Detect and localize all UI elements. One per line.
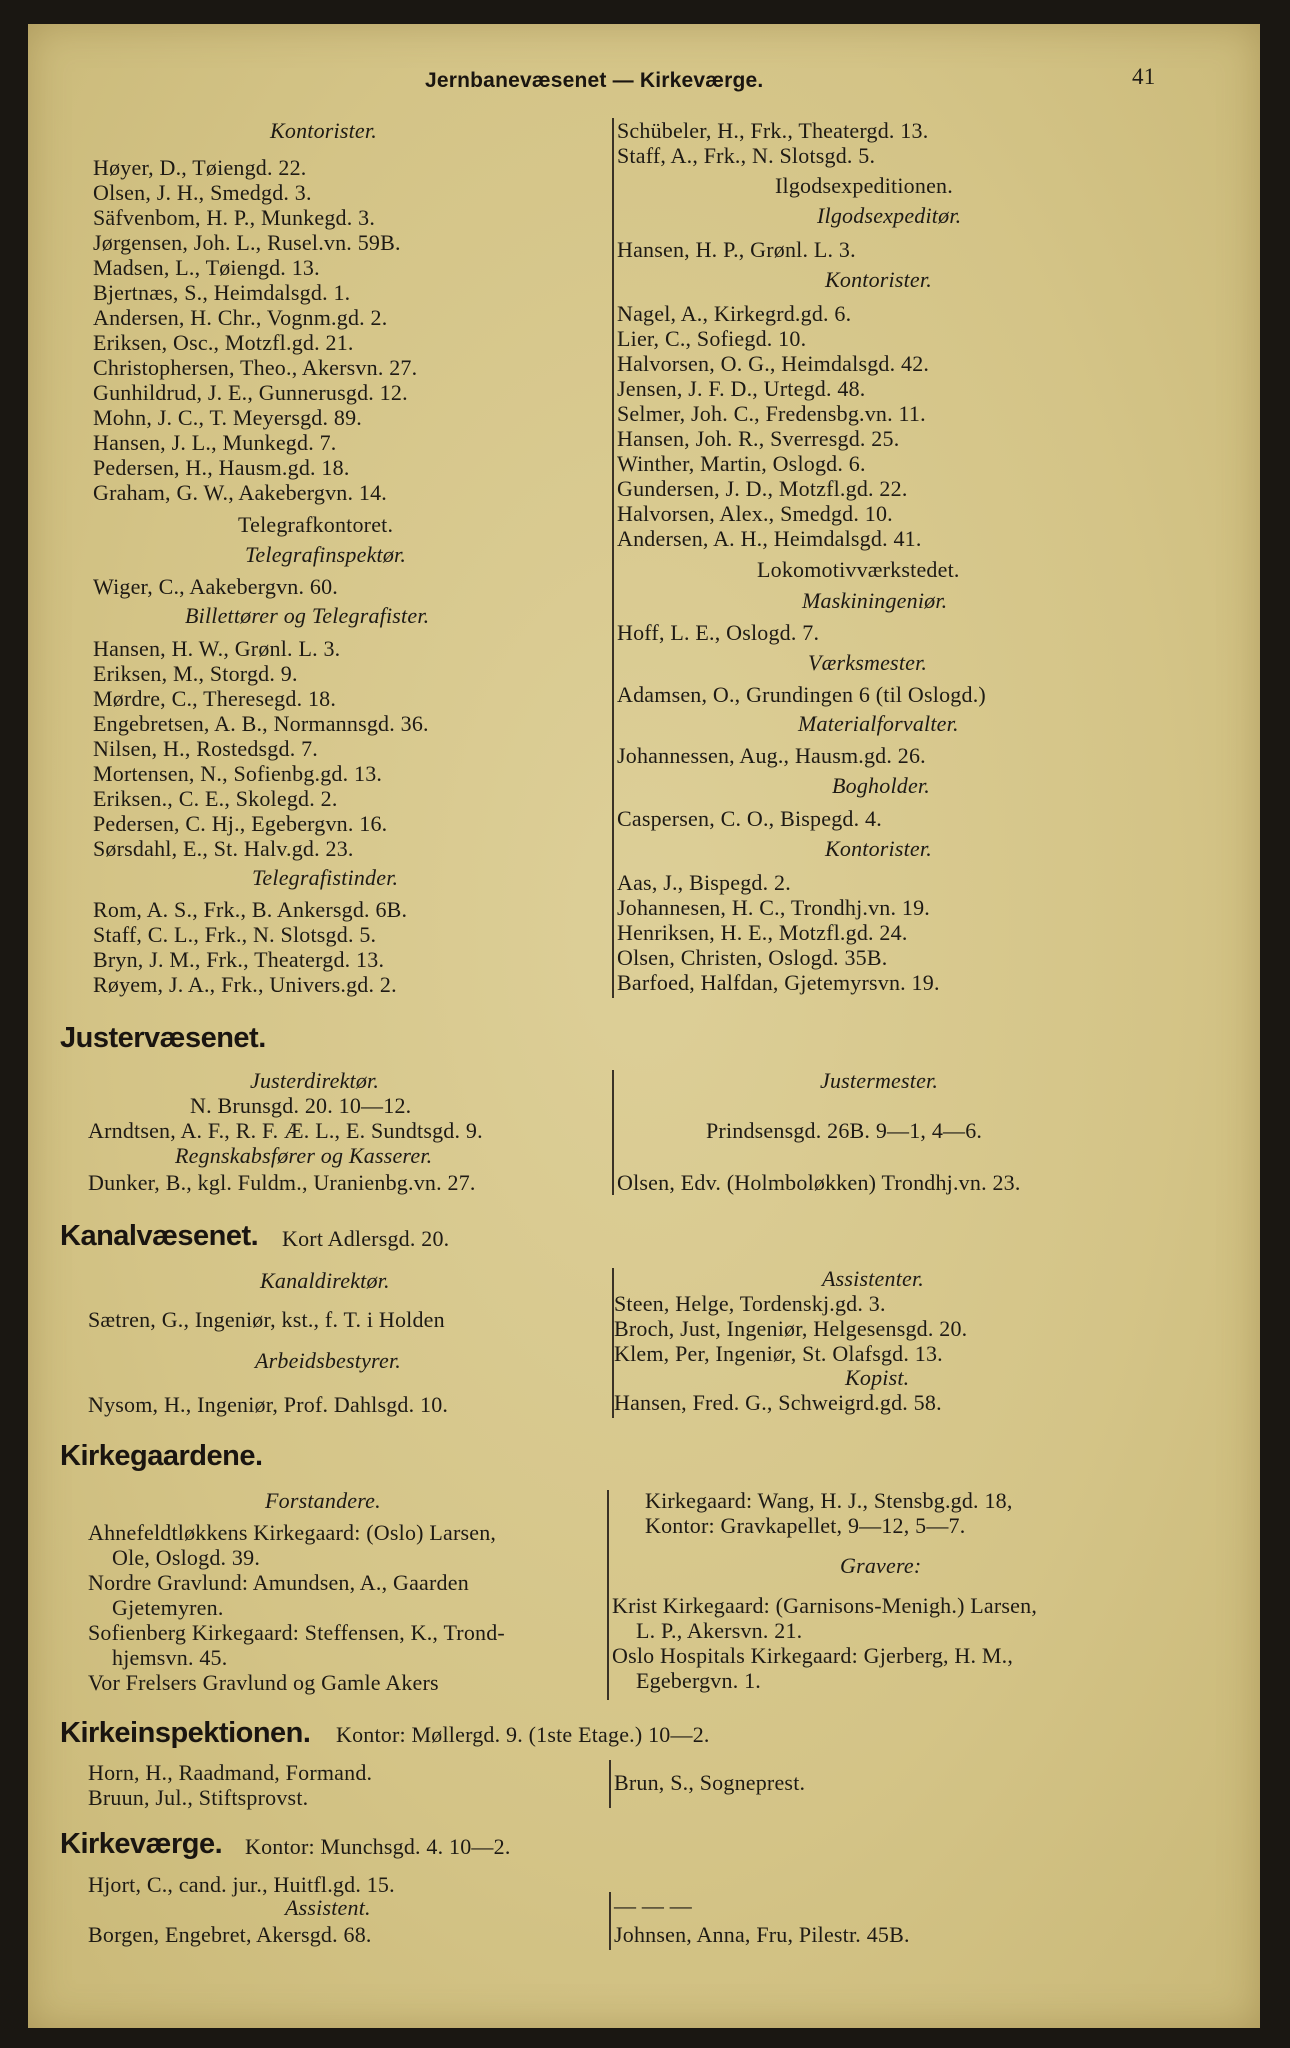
list-item: Staff, A., Frk., N. Slotsgd. 5. <box>617 143 876 168</box>
list-item: Jensen, J. F. D., Urtegd. 48. <box>617 376 866 401</box>
list-item: Jørgensen, Joh. L., Rusel.vn. 59B. <box>93 230 401 255</box>
list-item: Nagel, A., Kirkegrd.gd. 6. <box>617 301 852 326</box>
list-item: Johannessen, Aug., Hausm.gd. 26. <box>617 743 926 768</box>
list-item: Staff, C. L., Frk., N. Slotsgd. 5. <box>93 922 377 947</box>
list-item: Eriksen, M., Storgd. 9. <box>93 661 298 686</box>
list-item: Dunker, B., kgl. Fuldm., Uranienbg.vn. 27. <box>88 1170 476 1195</box>
list-item: Klem, Per, Ingeniør, St. Olafsgd. 13. <box>614 1341 943 1366</box>
list-item: Røyem, J. A., Frk., Univers.gd. 2. <box>93 972 397 997</box>
list-item: Vor Frelsers Gravlund og Gamle Akers <box>88 1670 439 1695</box>
list-item: Halvorsen, O. G., Heimdalsgd. 42. <box>617 351 930 376</box>
section-heading: Kontorister. <box>825 836 932 861</box>
list-item: Steen, Helge, Tordenskj.gd. 3. <box>614 1291 886 1316</box>
list-item: Oslo Hospitals Kirkegaard: Gjerberg, H. M., <box>612 1643 1014 1668</box>
list-item: Eriksen., C. E., Skolegd. 2. <box>93 786 338 811</box>
list-item: Kirkegaard: Wang, H. J., Stensbg.gd. 18, <box>645 1488 1013 1513</box>
section-address: Kort Adlersgd. 20. <box>282 1226 450 1251</box>
list-item: Andersen, H. Chr., Vognm.gd. 2. <box>93 305 388 330</box>
section-title: Ilgodsexpeditionen. <box>775 173 953 198</box>
list-item: Broch, Just, Ingeniør, Helgesensgd. 20. <box>614 1316 968 1341</box>
list-item: Mortensen, N., Sofienbg.gd. 13. <box>93 761 383 786</box>
column-divider <box>609 1892 611 1950</box>
list-item: Hansen, Fred. G., Schweigrd.gd. 58. <box>614 1390 942 1415</box>
list-item: Sætren, G., Ingeniør, kst., f. T. i Holden <box>88 1307 445 1332</box>
column-divider <box>607 1490 609 1700</box>
section-title: Telegrafkontoret. <box>238 512 394 537</box>
list-item: Olsen, Edv. (Holmboløkken) Trondhj.vn. 23. <box>617 1170 1021 1195</box>
list-item: Krist Kirkegaard: (Garnisons-Menigh.) Larsen, <box>612 1593 1038 1618</box>
list-item: Bryn, J. M., Frk., Theatergd. 13. <box>93 947 385 972</box>
list-item: Gunhildrud, J. E., Gunnerusgd. 12. <box>93 380 408 405</box>
list-item: Mørdre, C., Theresegd. 18. <box>93 686 337 711</box>
list-item: Arndtsen, A. F., R. F. Æ. L., E. Sundtsgd. 9. <box>88 1118 483 1143</box>
list-item: L. P., Akersvn. 21. <box>636 1618 803 1643</box>
list-item: Barfoed, Halfdan, Gjetemyrsvn. 19. <box>617 970 940 995</box>
list-item: Høyer, D., Tøiengd. 22. <box>93 155 307 180</box>
section-title: Kirkegaardene. <box>60 1440 263 1472</box>
list-item: Adamsen, O., Grundingen 6 (til Oslogd.) <box>617 682 986 707</box>
column-divider <box>612 118 614 998</box>
list-item: Lier, C., Sofiegd. 10. <box>617 326 807 351</box>
section-heading: Telegrafistinder. <box>252 865 399 890</box>
list-item: Caspersen, C. O., Bispegd. 4. <box>617 806 882 831</box>
list-item: hjemsvn. 45. <box>112 1645 228 1670</box>
list-item: Prindsensgd. 26B. 9—1, 4—6. <box>706 1118 983 1143</box>
list-item: Aas, J., Bispegd. 2. <box>617 870 791 895</box>
list-item: Eriksen, Osc., Motzfl.gd. 21. <box>93 330 354 355</box>
list-item: Mohn, J. C., T. Meyersgd. 89. <box>93 405 362 430</box>
section-heading: Ilgodsexpeditør. <box>817 203 962 228</box>
list-item: N. Brunsgd. 20. 10—12. <box>190 1093 412 1118</box>
list-item: Johannesen, H. C., Trondhj.vn. 19. <box>617 895 930 920</box>
list-item: Hansen, Joh. R., Sverresgd. 25. <box>617 426 900 451</box>
list-item: Schübeler, H., Frk., Theatergd. 13. <box>617 118 929 143</box>
list-item: Nordre Gravlund: Amundsen, A., Gaarden <box>88 1570 469 1595</box>
section-address: Kontor: Munchsgd. 4. 10—2. <box>245 1834 511 1859</box>
list-item: Christophersen, Theo., Akersvn. 27. <box>93 355 418 380</box>
running-title: Jernbanevæsenet — Kirkeværge. <box>425 69 764 92</box>
section-heading: Regnskabsfører og Kasserer. <box>175 1143 433 1168</box>
section-heading: Forstandere. <box>265 1488 381 1513</box>
list-item: Madsen, L., Tøiengd. 13. <box>93 255 320 280</box>
list-item: Borgen, Engebret, Akersgd. 68. <box>88 1922 372 1947</box>
list-item: — — — <box>614 1893 692 1918</box>
list-item: Hoff, L. E., Oslogd. 7. <box>617 620 820 645</box>
section-heading: Kontorister. <box>825 267 932 292</box>
list-item: Gjetemyren. <box>112 1595 224 1620</box>
list-item: Pedersen, C. Hj., Egebergvn. 16. <box>93 811 388 836</box>
section-heading: Justermester. <box>820 1068 939 1093</box>
list-item: Winther, Martin, Oslogd. 6. <box>617 451 866 476</box>
list-item: Ole, Oslogd. 39. <box>112 1545 261 1570</box>
section-heading: Kanaldirektør. <box>260 1268 390 1293</box>
list-item: Engebretsen, A. B., Normannsgd. 36. <box>93 711 429 736</box>
list-item: Sørsdahl, E., St. Halv.gd. 23. <box>93 836 354 861</box>
section-heading: Bogholder. <box>832 773 930 798</box>
list-item: Graham, G. W., Aakebergvn. 14. <box>93 480 387 505</box>
section-title: Kirkeinspektionen. <box>60 1717 311 1749</box>
list-item: Kontor: Gravkapellet, 9—12, 5—7. <box>645 1513 966 1538</box>
column-divider <box>609 1760 611 1808</box>
list-item: Gundersen, J. D., Motzfl.gd. 22. <box>617 476 908 501</box>
section-heading: Maskiningeniør. <box>802 588 948 613</box>
list-item: Brun, S., Sogneprest. <box>614 1770 806 1795</box>
list-item: Hansen, J. L., Munkegd. 7. <box>93 430 337 455</box>
list-item: Säfvenbom, H. P., Munkegd. 3. <box>93 205 376 230</box>
section-heading: Telegrafinspektør. <box>245 542 407 567</box>
list-item: Olsen, J. H., Smedgd. 3. <box>93 180 312 205</box>
section-heading: Gravere: <box>840 1553 922 1578</box>
section-heading: Kopist. <box>845 1365 910 1390</box>
section-heading: Værksmester. <box>808 650 928 675</box>
list-item: Hjort, C., cand. jur., Huitfl.gd. 15. <box>88 1872 395 1897</box>
list-item: Andersen, A. H., Heimdalsgd. 41. <box>617 526 922 551</box>
section-heading: Arbeidsbestyrer. <box>255 1348 401 1373</box>
section-heading: Assistenter. <box>822 1266 925 1291</box>
list-item: Hansen, H. W., Grønl. L. 3. <box>93 636 341 661</box>
section-heading: Materialforvalter. <box>798 711 959 736</box>
list-item: Rom, A. S., Frk., B. Ankersgd. 6B. <box>93 897 408 922</box>
section-address: Kontor: Møllergd. 9. (1ste Etage.) 10—2. <box>336 1722 710 1747</box>
list-item: Ahnefeldtløkkens Kirkegaard: (Oslo) Larsen, <box>88 1520 497 1545</box>
section-heading: Billettører og Telegrafister. <box>185 603 430 628</box>
section-heading: Assistent. <box>285 1895 371 1920</box>
section-heading: Kontorister. <box>270 118 377 143</box>
list-item: Bruun, Jul., Stiftsprovst. <box>88 1785 309 1810</box>
column-divider <box>612 1070 614 1195</box>
section-title: Kanalvæsenet. <box>60 1220 259 1252</box>
list-item: Sofienberg Kirkegaard: Steffensen, K., Trond- <box>88 1620 505 1645</box>
section-title: Kirkeværge. <box>60 1828 223 1860</box>
section-title: Justervæsenet. <box>60 1022 266 1054</box>
list-item: Nysom, H., Ingeniør, Prof. Dahlsgd. 10. <box>88 1392 449 1417</box>
list-item: Henriksen, H. E., Motzfl.gd. 24. <box>617 920 908 945</box>
list-item: Nilsen, H., Rostedsgd. 7. <box>93 736 318 761</box>
list-item: Wiger, C., Aakebergvn. 60. <box>93 574 338 599</box>
page-number: 41 <box>1132 64 1156 89</box>
list-item: Egebergvn. 1. <box>636 1668 761 1693</box>
list-item: Halvorsen, Alex., Smedgd. 10. <box>617 501 893 526</box>
list-item: Bjertnæs, S., Heimdalsgd. 1. <box>93 280 351 305</box>
list-item: Hansen, H. P., Grønl. L. 3. <box>617 237 856 262</box>
list-item: Selmer, Joh. C., Fredensbg.vn. 11. <box>617 401 926 426</box>
list-item: Horn, H., Raadmand, Formand. <box>88 1760 373 1785</box>
list-item: Pedersen, H., Hausm.gd. 18. <box>93 455 350 480</box>
list-item: Johnsen, Anna, Fru, Pilestr. 45B. <box>614 1922 910 1947</box>
section-heading: Justerdirektør. <box>250 1068 380 1093</box>
list-item: Olsen, Christen, Oslogd. 35B. <box>617 945 888 970</box>
section-title: Lokomotivværkstedet. <box>757 557 960 582</box>
